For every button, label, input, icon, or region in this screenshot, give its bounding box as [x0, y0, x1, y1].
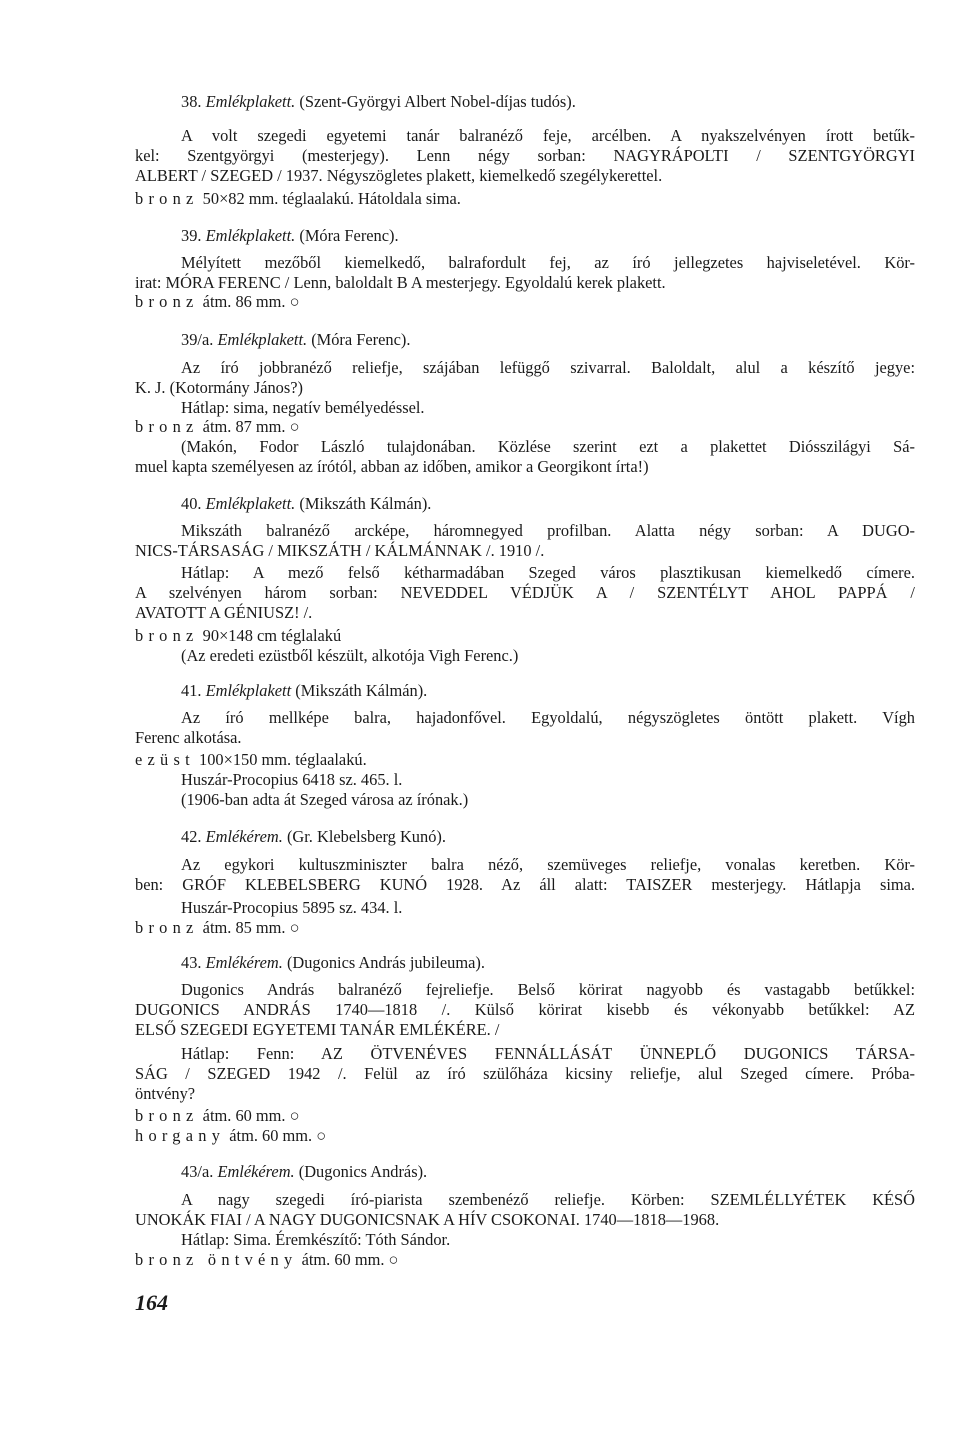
entry-text: Hátlap: A mező felső kétharmadában Szeged város plasztikusan kiemelkedő címere.: [181, 563, 915, 582]
entry-heading: 43. Emlékérem. (Dugonics András jubileuma).: [181, 953, 485, 972]
entry-material-line: bronz átm. 60 mm. ○: [135, 1106, 300, 1125]
entry-text: ELSŐ SZEGEDI EGYETEMI TANÁR EMLÉKÉRE. /: [135, 1020, 500, 1039]
entry-material-line: bronz átm. 86 mm. ○: [135, 292, 300, 311]
entry-text: Dugonics András balranéző fejreliefje. Belső körirat nagyobb és vastagabb betűkkel:: [181, 980, 915, 999]
entry-heading: 43/a. Emlékérem. (Dugonics András).: [181, 1162, 428, 1181]
entry-text: ALBERT / SZEGED / 1937. Négyszögletes plakett, kiemelkedő szegélykerettel.: [135, 166, 663, 185]
entry-title: Emlékplakett.: [217, 330, 308, 349]
entry-text: NICS-TÁRSASÁG / MIKSZÁTH / KÁLMÁNNAK /. 1910 /.: [135, 541, 545, 560]
entry-heading: 39/a. Emlékplakett. (Móra Ferenc).: [181, 330, 411, 349]
entry-text: UNOKÁK FIAI / A NAGY DUGONICSNAK A HÍV CSOKONAI. 1740—1818—1968.: [135, 1210, 720, 1229]
entry-text: (Makón, Fodor László tulajdonában. Közlése szerint ezt a plakettet Diósszilágyi Sá-: [181, 437, 915, 456]
entry-text: Hátlap: Sima. Éremkészítő: Tóth Sándor.: [181, 1230, 451, 1249]
entry-title: Emlékplakett.: [205, 92, 296, 111]
entry-material-line: bronz 50×82 mm. téglaalakú. Hátoldala sima.: [135, 189, 461, 208]
entry-text: irat: MÓRA FERENC / Lenn, baloldalt B A mesterjegy. Egyoldalú kerek plakett.: [135, 273, 666, 292]
entry-heading: 41. Emlékplakett (Mikszáth Kálmán).: [181, 681, 428, 700]
entry-text: AVATOTT A GÉNIUSZ! /.: [135, 603, 313, 622]
entry-material-line: bronz átm. 87 mm. ○: [135, 417, 300, 436]
entry-text: öntvény?: [135, 1084, 196, 1103]
entry-heading: 40. Emlékplakett. (Mikszáth Kálmán).: [181, 494, 432, 513]
entry-heading: 42. Emlékérem. (Gr. Klebelsberg Kunó).: [181, 827, 446, 846]
entry-text: K. J. (Kotormány János?): [135, 378, 303, 397]
entry-text: (Az eredeti ezüstből készült, alkotója Vigh Ferenc.): [181, 646, 519, 665]
entry-title: Emlékplakett.: [205, 226, 296, 245]
entry-text: A volt szegedi egyetemi tanár balranéző feje, arcélben. A nyakszelvényen írott betűk-: [181, 126, 915, 145]
entry-text: A szelvényen három sorban: NEVEDDEL VÉDJÜK A / SZENTÉLYT AHOL PAPPÁ /: [135, 583, 915, 602]
entry-title: Emlékérem.: [217, 1162, 295, 1181]
entry-material-line: horgany átm. 60 mm. ○: [135, 1126, 327, 1145]
entry-text: SÁG / SZEGED 1942 /. Felül az író szülőháza kicsiny reliefje, alul Szeged címere. Próba-: [135, 1064, 915, 1083]
entry-text: muel kapta személyesen az írótól, abban az időben, amikor a Georgikont írta!): [135, 457, 649, 476]
entry-material-line: ezüst 100×150 mm. téglaalakú.: [135, 750, 367, 769]
entry-title: Emlékérem.: [205, 827, 283, 846]
entry-text: Hátlap: Fenn: AZ ÖTVENÉVES FENNÁLLÁSÁT ÜNNEPLŐ DUGONICS TÁRSA-: [181, 1044, 915, 1063]
entry-text: DUGONICS ANDRÁS 1740—1818 /. Külső körirat kisebb és vékonyabb betűkkel: AZ: [135, 1000, 915, 1019]
entry-text: Az író jobbranéző reliefje, szájában lefüggő szivarral. Baloldalt, alul a készítő jegye:: [181, 358, 915, 377]
entry-title: Emlékérem.: [205, 953, 283, 972]
entry-title: Emlékplakett: [205, 681, 292, 700]
entry-text: Ferenc alkotása.: [135, 728, 242, 747]
entry-title: Emlékplakett.: [205, 494, 296, 513]
entry-heading: 38. Emlékplakett. (Szent-Györgyi Albert Nobel-díjas tudós).: [181, 92, 576, 111]
entry-text: Hátlap: sima, negatív bemélyedéssel.: [181, 398, 425, 417]
entry-text: Az író mellképe balra, hajadonfővel. Egyoldalú, négyszögletes öntött plakett. Vígh: [181, 708, 915, 727]
entry-text: Huszár-Procopius 6418 sz. 465. l.: [181, 770, 403, 789]
entry-material-line: bronz átm. 85 mm. ○: [135, 918, 300, 937]
entry-text: Huszár-Procopius 5895 sz. 434. l.: [181, 898, 403, 917]
entry-material-line: bronz öntvény átm. 60 mm. ○: [135, 1250, 399, 1269]
entry-text: Mikszáth balranéző arcképe, háromnegyed profilban. Alatta négy sorban: A DUGO-: [181, 521, 915, 540]
entry-text: ben: GRÓF KLEBELSBERG KUNÓ 1928. Az áll alatt: TAISZER mesterjegy. Hátlapja sima.: [135, 875, 915, 894]
entry-text: Az egykori kultuszminiszter balra néző, szemüveges reliefje, vonalas keretben. Kör-: [181, 855, 915, 874]
entry-text: kel: Szentgyörgyi (mesterjegy). Lenn négy sorban: NAGYRÁPOLTI / SZENTGYÖRGYI: [135, 146, 915, 165]
entry-text: A nagy szegedi író-piarista szembenéző reliefje. Körben: SZEMLÉLLYÉTEK KÉSŐ: [181, 1190, 915, 1209]
entry-text: (1906-ban adta át Szeged városa az írónak.): [181, 790, 469, 809]
entry-material-line: bronz 90×148 cm téglalakú: [135, 626, 342, 645]
entry-text: Mélyített mezőből kiemelkedő, balrafordult fej, az író jellegzetes hajviseletével. Kör-: [181, 253, 915, 272]
page-number: 164: [135, 1290, 168, 1315]
entry-heading: 39. Emlékplakett. (Móra Ferenc).: [181, 226, 399, 245]
